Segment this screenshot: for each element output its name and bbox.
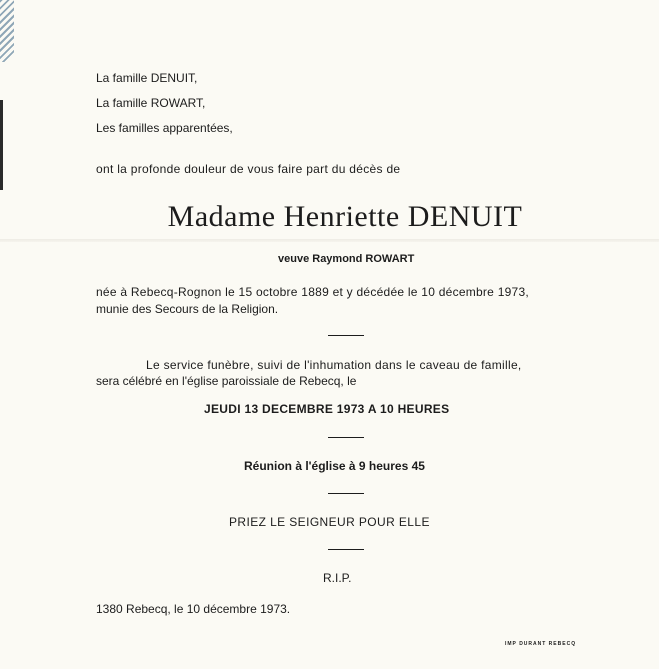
family-line-1: La famille DENUIT, (96, 71, 198, 85)
separator-1 (328, 335, 364, 336)
rip-text: R.I.P. (323, 571, 352, 585)
service-line-2: sera célébré en l'église paroissiale de Rebecq, le (96, 374, 357, 388)
service-datetime: JEUDI 13 DECEMBRE 1973 A 10 HEURES (204, 402, 450, 416)
widow-of: veuve Raymond ROWART (278, 253, 415, 265)
birth-death-line-2: munie des Secours de la Religion. (96, 302, 279, 316)
intro-text: ont la profonde douleur de vous faire part du décès de (96, 162, 401, 176)
birth-death-line-1: née à Rebecq-Rognon le 15 octobre 1889 et y décédée le 10 décembre 1973, (96, 285, 529, 299)
corner-ornament-icon (0, 0, 14, 62)
separator-4 (328, 549, 364, 550)
prayer-text: PRIEZ LE SEIGNEUR POUR ELLE (229, 515, 430, 529)
paper-fold (0, 239, 659, 242)
separator-2 (328, 437, 364, 438)
printer-imprint: IMP DURANT REBECQ (505, 641, 577, 647)
service-line-1: Le service funèbre, suivi de l'inhumation dans le caveau de famille, (146, 358, 522, 372)
family-line-3: Les familles apparentées, (96, 121, 233, 135)
separator-3 (328, 493, 364, 494)
deceased-name: Madame Henriette DENUIT (167, 200, 523, 233)
left-edge-bar (0, 100, 3, 190)
place-date: 1380 Rebecq, le 10 décembre 1973. (96, 602, 291, 616)
meeting-time: Réunion à l'église à 9 heures 45 (244, 459, 425, 473)
family-line-2: La famille ROWART, (96, 96, 206, 110)
